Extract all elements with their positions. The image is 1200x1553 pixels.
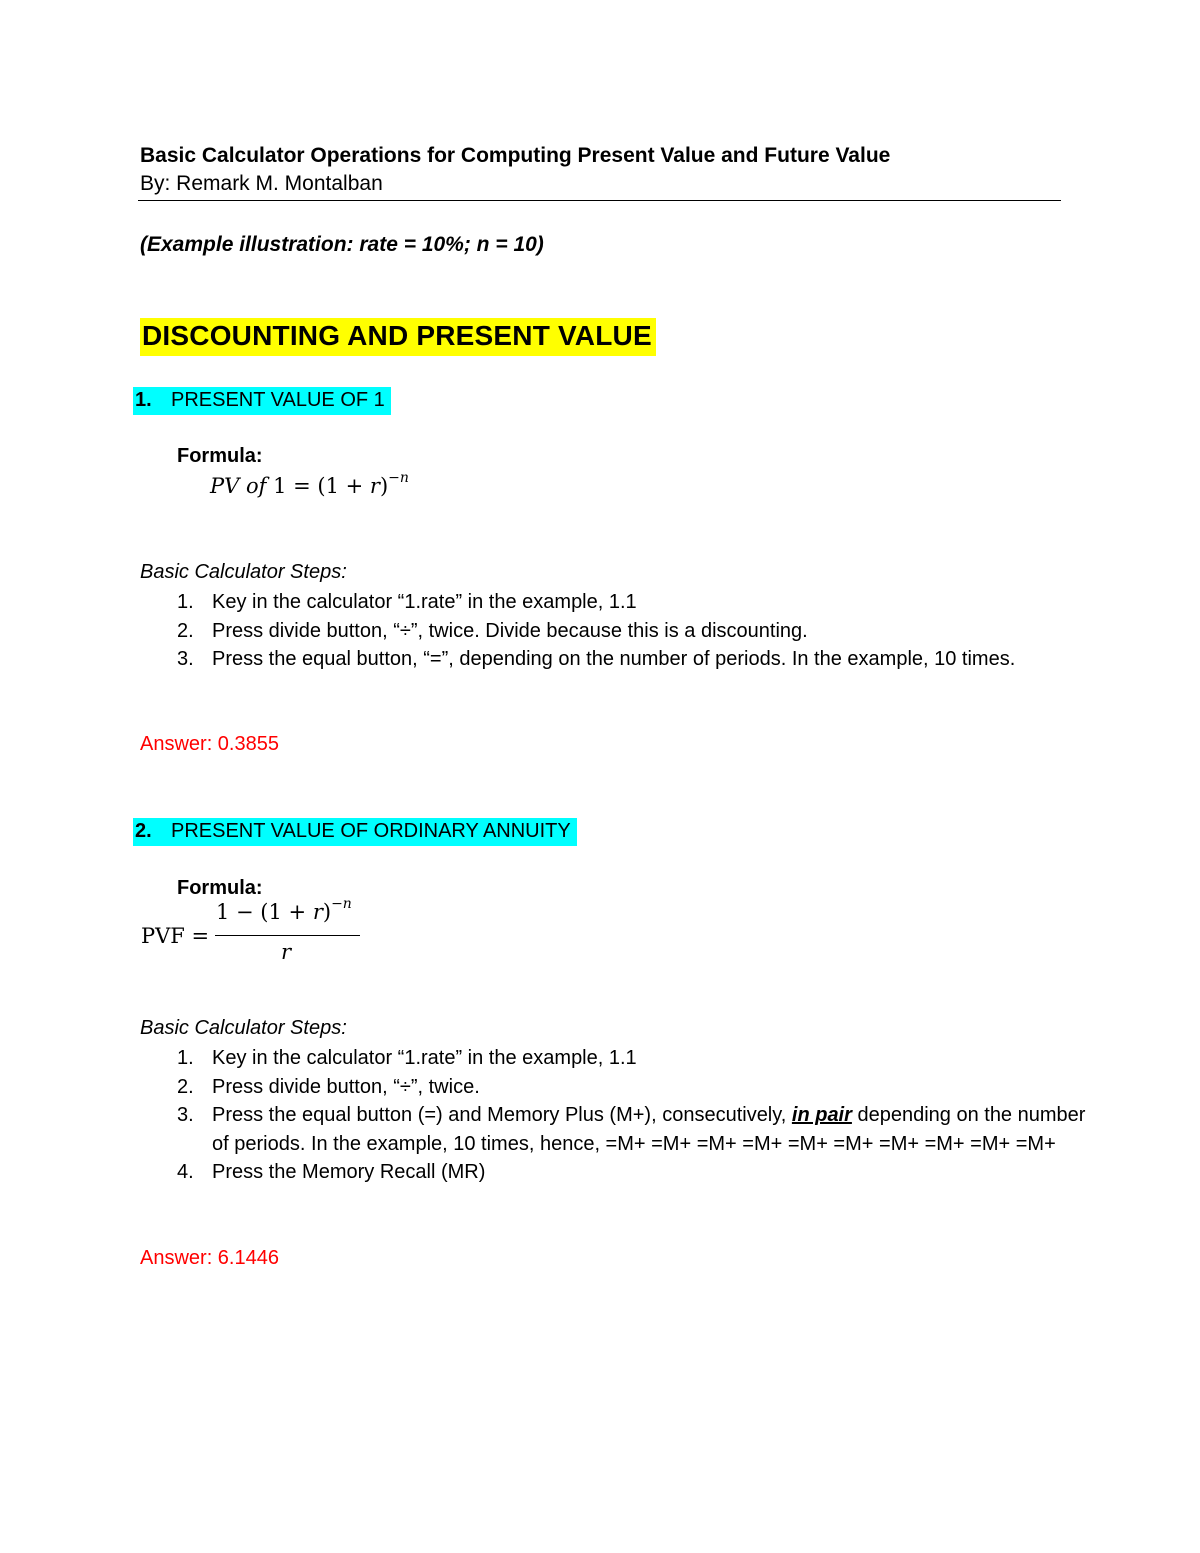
- answer: Answer: 0.3855: [140, 733, 279, 755]
- formula-exponent: −n: [388, 470, 409, 486]
- steps-label: Basic Calculator Steps:: [140, 561, 347, 583]
- formula-base: (1 + r): [317, 474, 389, 498]
- steps-label: Basic Calculator Steps:: [140, 1017, 347, 1039]
- formula-lhs: PVF =: [141, 924, 210, 948]
- formula-label: Formula:: [177, 877, 263, 899]
- steps-list: [140, 1044, 1103, 1187]
- step-text: Press divide button, “÷”, twice. Divide because this is a discounting.: [212, 619, 808, 642]
- step-number: 1.: [177, 591, 194, 613]
- formula-exponent: −n: [331, 896, 352, 912]
- example-note: (Example illustration: rate = 10%; n = 10): [140, 233, 544, 256]
- step-number: 2.: [177, 1075, 194, 1098]
- document-title: Basic Calculator Operations for Computing Present Value and Future Value: [140, 144, 891, 167]
- topic-title: PRESENT VALUE OF ORDINARY ANNUITY: [171, 820, 571, 842]
- header-divider: [138, 200, 1061, 201]
- topic-number: 2.: [135, 820, 152, 842]
- step-text: Press divide button, “÷”, twice.: [212, 1075, 480, 1098]
- step-number: 3.: [177, 648, 194, 670]
- emphasis-in-pair: in pair: [791, 1104, 852, 1126]
- formula-numerator: [216, 896, 352, 924]
- step-text: Press the Memory Recall (MR): [212, 1161, 486, 1183]
- list-item: [140, 1073, 1103, 1102]
- topic-title: PRESENT VALUE OF 1: [171, 389, 385, 411]
- answer: Answer: 6.1446: [140, 1247, 279, 1269]
- formula-pv-of-1: [210, 470, 409, 498]
- list-item: [140, 617, 1103, 646]
- step-text-after: depending on the number of periods. In the example, 10 times, hence, =M+ =M+ =M+ =M+ =M+ =M+ =M+ =M+ =M+ =M+: [212, 1104, 1086, 1155]
- list-item: [140, 645, 1103, 674]
- topic-1-heading: [133, 387, 391, 415]
- fraction-bar: [215, 935, 360, 936]
- step-text: Key in the calculator “1.rate” in the example, 1.1: [212, 591, 637, 613]
- list-item: [140, 588, 1103, 617]
- step-text: Key in the calculator “1.rate” in the example, 1.1: [212, 1047, 637, 1069]
- numerator-text: 1 − (1 + r): [216, 900, 332, 924]
- formula-lhs: PV of 1 =: [210, 474, 311, 498]
- list-item: [140, 1101, 1103, 1158]
- denominator-text: r: [281, 940, 292, 964]
- step-number: 3.: [177, 1104, 194, 1126]
- topic-number: 1.: [135, 389, 152, 411]
- step-number: 2.: [177, 619, 194, 642]
- formula-denominator: [281, 940, 291, 964]
- step-text-before: Press the equal button (=) and Memory Plus (M+), consecutively,: [212, 1104, 787, 1126]
- topic-2-heading: [133, 818, 577, 846]
- list-item: [140, 1158, 1103, 1187]
- document-author: By: Remark M. Montalban: [140, 172, 383, 195]
- steps-list: [140, 588, 1103, 674]
- step-number: 1.: [177, 1047, 194, 1069]
- section-title: DISCOUNTING AND PRESENT VALUE: [140, 318, 656, 356]
- list-item: [140, 1044, 1103, 1073]
- step-number: 4.: [177, 1161, 194, 1183]
- formula-label: Formula:: [177, 445, 263, 467]
- step-text: Press the equal button, “=”, depending on the number of periods. In the example, 10 times.: [212, 648, 1016, 670]
